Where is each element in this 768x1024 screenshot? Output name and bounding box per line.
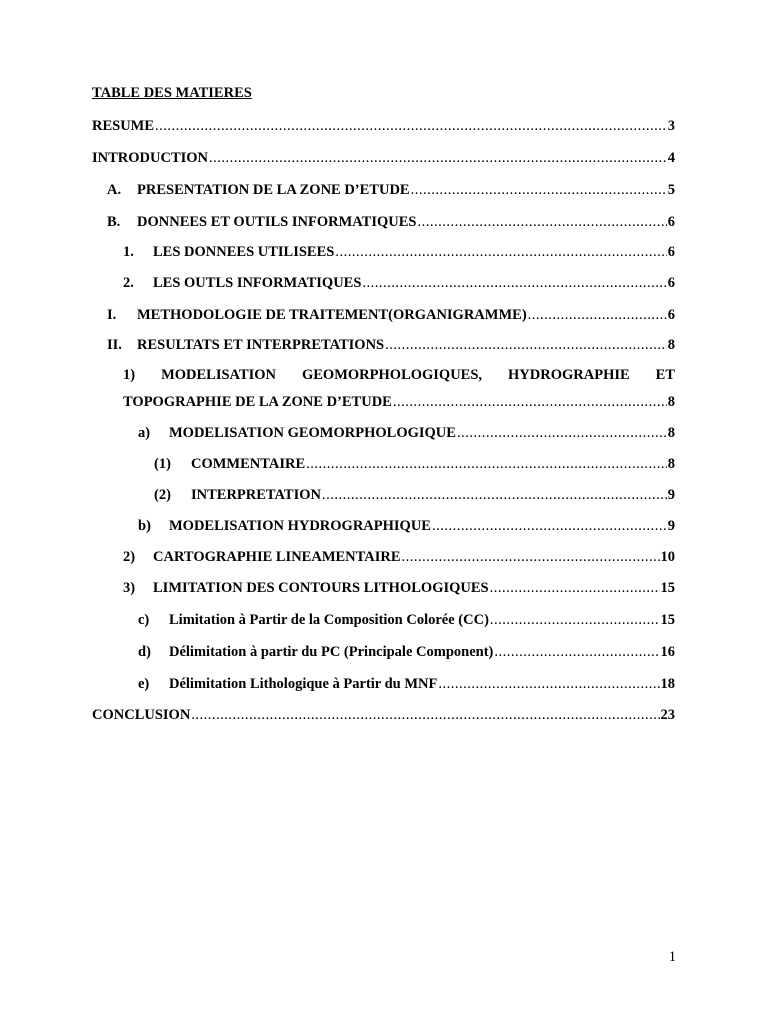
dot-leader [494,643,659,661]
toc-entry-page: 8 [667,456,675,472]
toc-entry-word: MODELISATION [161,367,277,383]
toc-entry-text: CARTOGRAPHIE LINEAMENTAIRE [153,549,401,565]
toc-entry-text: COMMENTAIRE [191,456,306,472]
toc-entry-text: LIMITATION DES CONTOURS LITHOLOGIQUES [153,580,489,596]
toc-entry-number: (2) [154,487,171,503]
toc-entry-text: METHODOLOGIE DE TRAITEMENT(ORGANIGRAMME) [137,307,527,323]
toc-entry-number: d) [138,644,151,660]
toc-entry-text: DONNEES ET OUTILS INFORMATIQUES [137,214,417,230]
toc-entry-methodologie[interactable] [107,306,675,324]
toc-entry-modelisation-line2[interactable] [123,393,675,411]
toc-entry-number: 2) [123,549,136,565]
dot-leader [528,306,667,324]
toc-entry-presentation[interactable] [107,181,675,199]
toc-entry-limitation-cc[interactable] [138,611,675,629]
toc-entry-text: RESULTATS ET INTERPRETATIONS [137,337,385,353]
dot-leader [432,517,667,535]
toc-entry-number: A. [107,182,122,198]
dot-leader [209,149,667,167]
dot-leader [438,675,659,693]
toc-title: TABLE DES MATIERES [92,85,252,101]
toc-entry-donnees-outils[interactable] [107,213,675,231]
toc-entry-conclusion[interactable] [92,706,675,724]
toc-entry-page: 6 [667,307,675,323]
toc-entry-modelisation-line1[interactable] [123,366,675,384]
toc-entry-text: INTRODUCTION [92,150,209,166]
toc-entry-donnees-utilisees[interactable] [123,243,675,261]
dot-leader [457,424,667,442]
toc-entry-page: 9 [667,518,675,534]
toc-entry-text: TOPOGRAPHIE DE LA ZONE D’ETUDE [123,394,392,410]
dot-leader [490,611,660,629]
dot-leader [155,117,667,135]
toc-entry-number: 2. [123,275,134,291]
toc-entry-page: 8 [667,337,675,353]
toc-entry-page: 9 [667,487,675,503]
toc-entry-delimitation-mnf[interactable] [138,675,675,693]
toc-entry-page: 8 [667,394,675,410]
toc-entry-number: II. [107,337,122,353]
toc-entry-page: 16 [660,644,675,660]
toc-entry-text: Limitation à Partir de la Composition Colorée (CC) [169,612,489,628]
dot-leader [490,579,660,597]
toc-entry-modelisation-geomorphologique[interactable] [138,424,675,442]
toc-entry-commentaire[interactable] [154,455,675,473]
dot-leader [417,213,666,231]
toc-entry-text: MODELISATION HYDROGRAPHIQUE [169,518,431,534]
toc-entry-number: 1) [123,367,136,383]
dot-leader [411,181,667,199]
toc-entry-text: MODELISATION GEOMORPHOLOGIQUE [169,425,456,441]
toc-entry-outils-informatiques[interactable] [123,274,675,292]
toc-entry-modelisation-hydrographique[interactable] [138,517,675,535]
toc-entry-interpretation[interactable] [154,486,675,504]
toc-entry-page: 15 [660,580,675,596]
toc-entry-word: ET [655,367,675,383]
toc-entry-text: INTERPRETATION [191,487,321,503]
toc-entry-page: 3 [667,118,675,134]
toc-entry-page: 15 [660,612,675,628]
dot-leader [191,706,659,724]
toc-entry-page: 23 [660,707,675,723]
toc-entry-delimitation-pc[interactable] [138,643,675,661]
toc-entry-page: 6 [667,244,675,260]
dot-leader [362,274,666,292]
toc-entry-page: 8 [667,425,675,441]
toc-entry-page: 5 [667,182,675,198]
toc-entry-page: 18 [660,676,675,692]
toc-entry-number: c) [138,612,150,628]
toc-entry-text: LES DONNEES UTILISEES [153,244,335,260]
toc-entry-cartographie[interactable] [123,548,675,566]
dot-leader [335,243,666,261]
dot-leader [385,336,667,354]
toc-entry-word: HYDROGRAPHIE [508,367,630,383]
dot-leader [402,548,660,566]
toc-entry-text: Délimitation Lithologique à Partir du MNF [169,676,438,692]
toc-entry-introduction[interactable] [92,149,675,167]
dot-leader [322,486,667,504]
toc-entry-number: a) [138,425,151,441]
dot-leader [393,393,667,411]
toc-entry-text: PRESENTATION DE LA ZONE D’ETUDE [137,182,410,198]
toc-entry-page: 6 [667,275,675,291]
toc-entry-number: 3) [123,580,136,596]
toc-entry-resultats[interactable] [107,336,675,354]
toc-entry-number: e) [138,676,150,692]
toc-entry-resume[interactable] [92,117,675,135]
toc-entry-number: (1) [154,456,171,472]
toc-entry-limitation-contours[interactable] [123,579,675,597]
toc-entry-text: Délimitation à partir du PC (Principale Component) [169,644,494,660]
toc-entry-number: b) [138,518,151,534]
toc-entry-page: 6 [667,214,675,230]
toc-entry-page: 10 [660,549,675,565]
dot-leader [306,455,667,473]
toc-entry-text: LES OUTLS INFORMATIQUES [153,275,362,291]
toc-entry-page: 4 [667,150,675,166]
toc-entry-text: RESUME [92,118,155,134]
toc-entry-text: CONCLUSION [92,707,191,723]
page-number: 1 [668,949,676,965]
toc-entry-number: I. [107,307,117,323]
toc-entry-word: GEOMORPHOLOGIQUES, [301,367,483,383]
toc-entry-number: B. [107,214,121,230]
toc-entry-number: 1. [123,244,134,260]
